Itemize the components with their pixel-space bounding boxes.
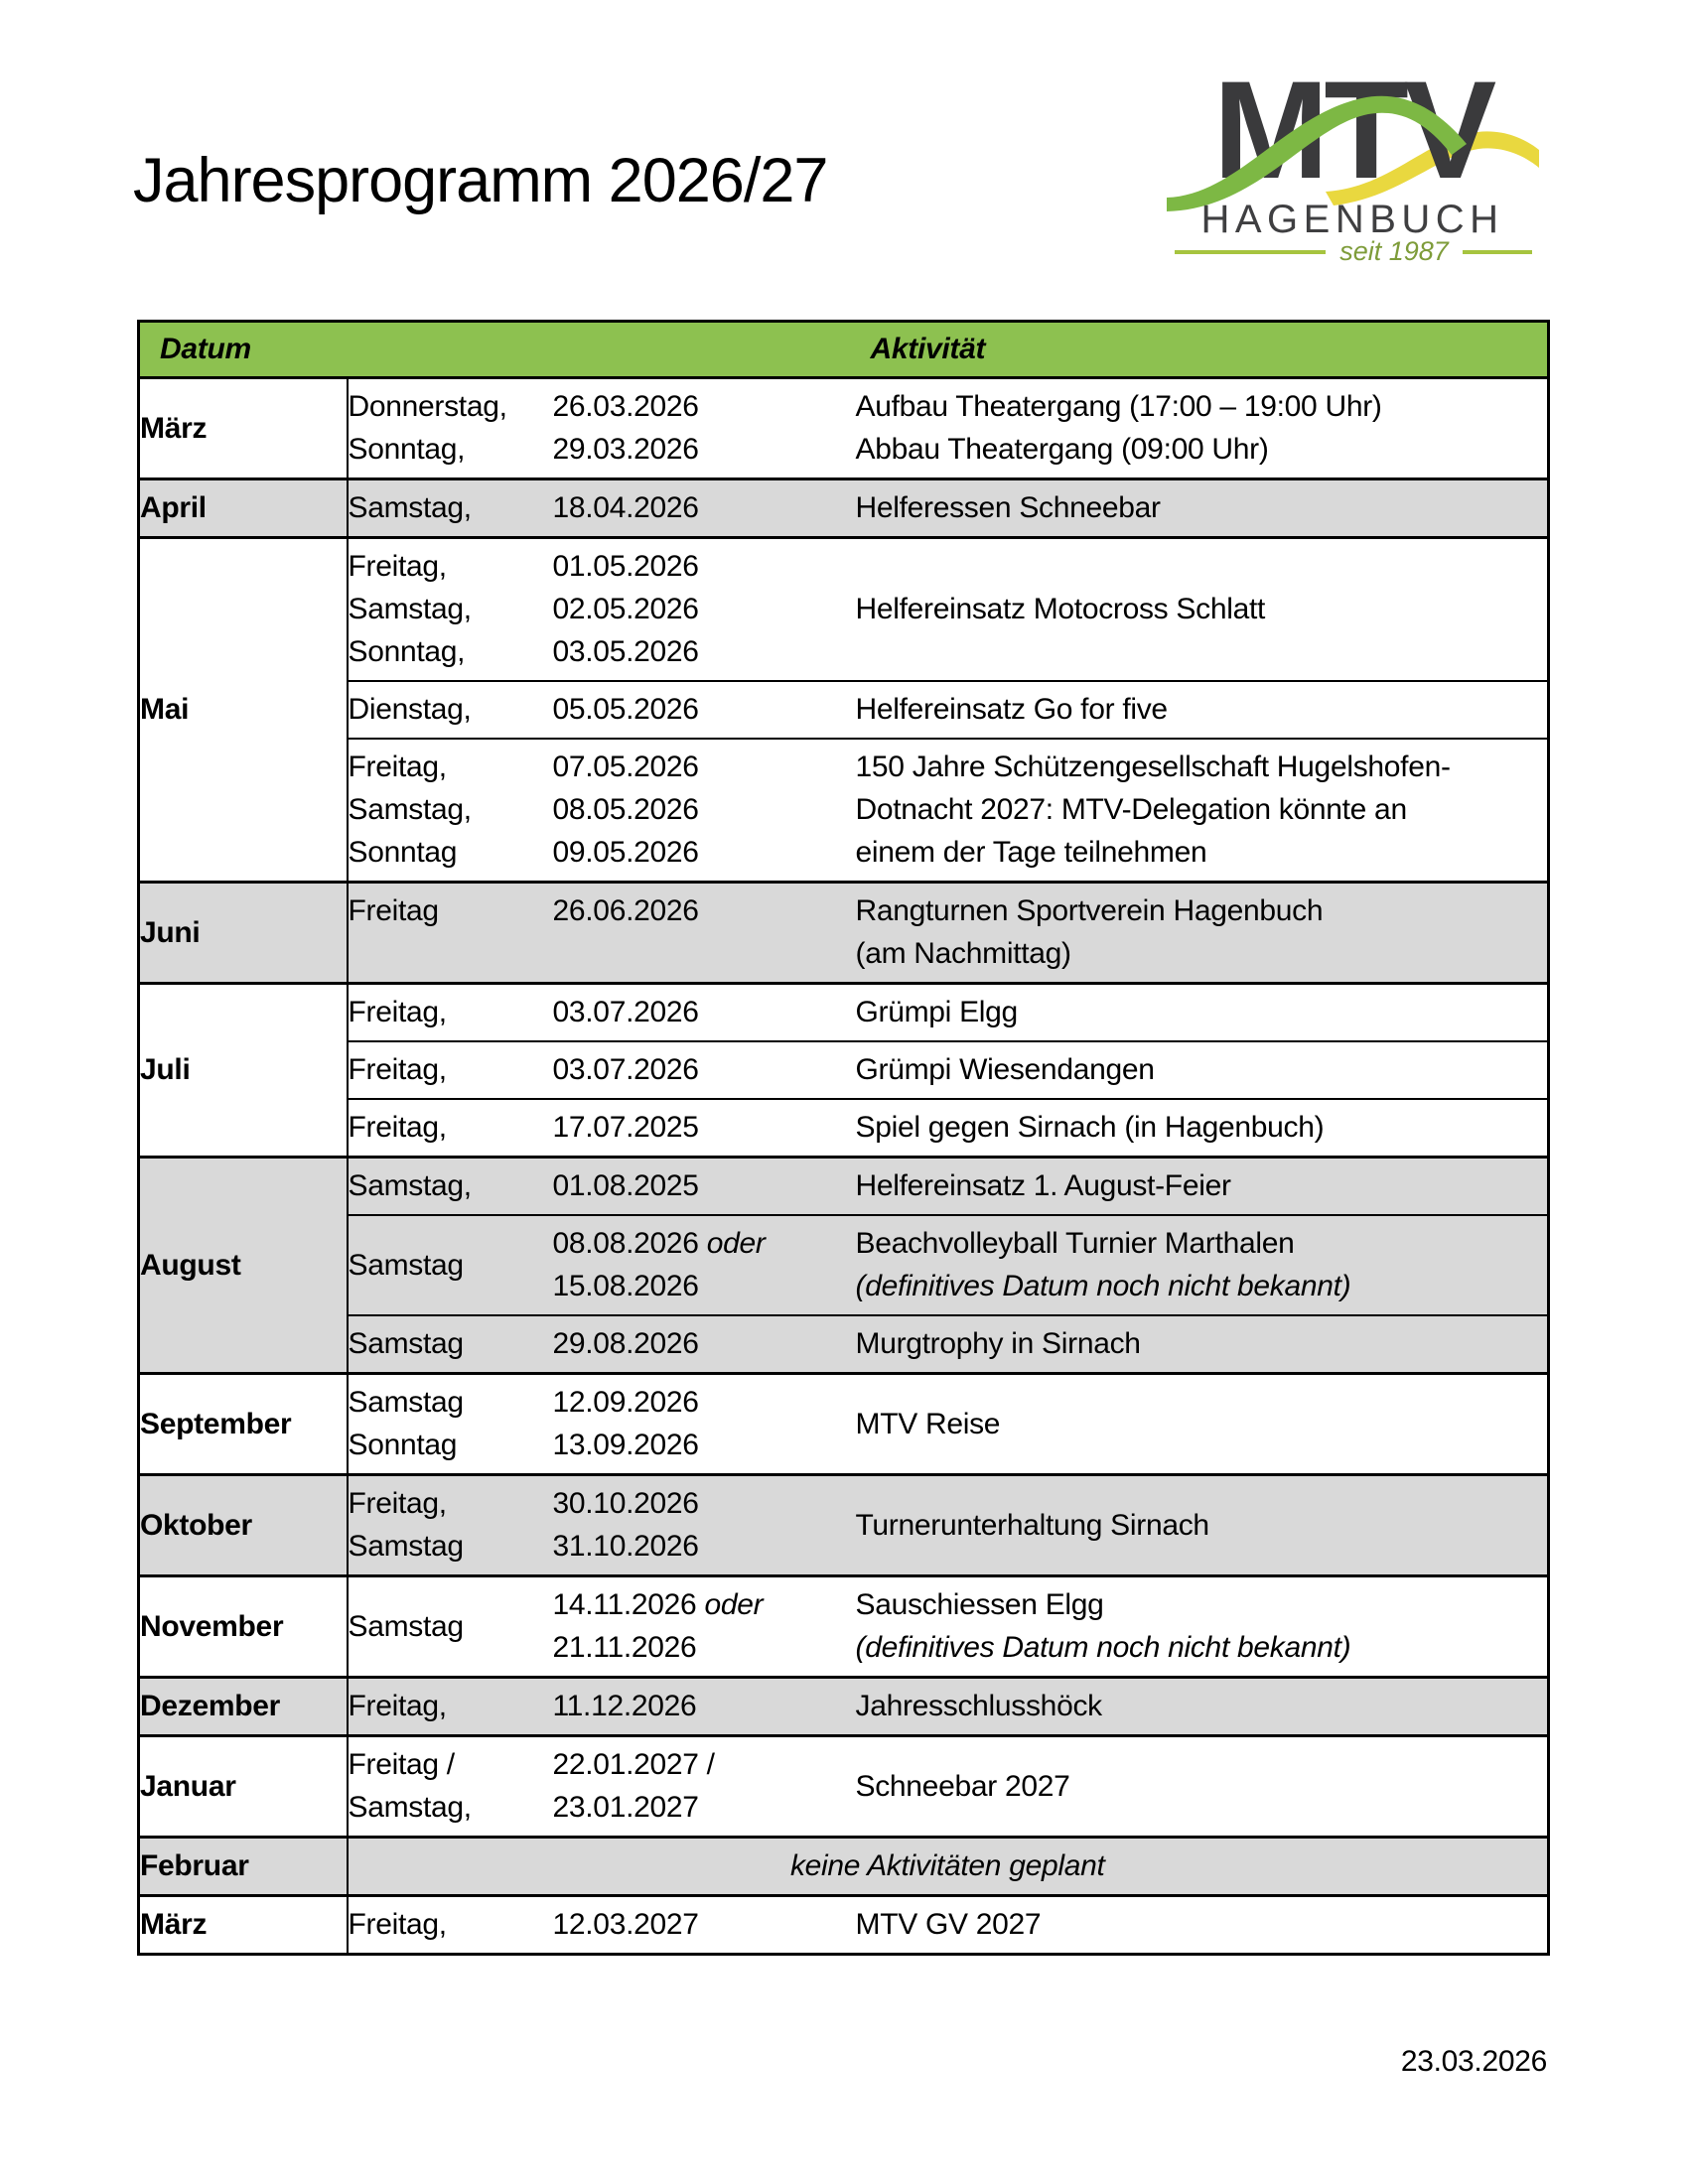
day-cell <box>348 378 553 479</box>
day-line: Donnerstag, <box>348 390 507 423</box>
day-line: Freitag, <box>348 550 447 583</box>
activity-line: Murgtrophy in Sirnach <box>855 1327 1141 1360</box>
table-row <box>139 1158 1549 1216</box>
activity-line: (definitives Datum noch nicht bekannt) <box>855 1631 1351 1664</box>
table-row <box>139 378 1549 479</box>
month-cell: Mai <box>139 538 348 883</box>
activity-line: Helferessen Schneebar <box>855 491 1161 524</box>
day-line: Freitag, <box>348 1908 447 1941</box>
table-row <box>139 984 1549 1042</box>
date-line: 05.05.2026 <box>552 693 699 726</box>
day-line: Freitag, <box>348 1111 447 1144</box>
table-row <box>139 1576 1549 1678</box>
activity-line: Spiel gegen Sirnach (in Hagenbuch) <box>855 1111 1325 1144</box>
header-spacer <box>553 322 856 378</box>
activity-cell <box>856 984 1549 1042</box>
table-row <box>139 1374 1549 1475</box>
day-cell <box>348 479 553 538</box>
table-row <box>139 681 1549 739</box>
table-row <box>139 1736 1549 1838</box>
date-line: 11.12.2026 <box>552 1690 697 1722</box>
activity-cell <box>856 1099 1549 1158</box>
table-row <box>139 1315 1549 1374</box>
date-line: 23.01.2027 <box>552 1791 699 1824</box>
activity-line: Jahresschlusshöck <box>855 1690 1102 1722</box>
activity-cell <box>856 681 1549 739</box>
date-line: 26.03.2026 <box>552 390 699 423</box>
day-line: Freitag, <box>348 1487 447 1520</box>
date-line: 26.06.2026 <box>552 894 699 927</box>
day-cell <box>348 1099 553 1158</box>
date-cell <box>553 378 856 479</box>
day-line: Sonntag <box>348 836 458 869</box>
mtv-hagenbuch-logo <box>1167 46 1539 266</box>
date-line: 29.08.2026 <box>552 1327 699 1360</box>
activity-line: Schneebar 2027 <box>855 1769 1070 1803</box>
activity-line: Grümpi Wiesendangen <box>855 1053 1155 1086</box>
day-cell <box>348 1158 553 1216</box>
day-cell <box>348 739 553 883</box>
date-cell <box>553 1041 856 1099</box>
day-line: Samstag, <box>348 491 472 524</box>
date-line: 21.11.2026 <box>552 1631 697 1664</box>
activity-line: (definitives Datum noch nicht bekannt) <box>855 1270 1351 1302</box>
date-line: 09.05.2026 <box>552 836 699 869</box>
date-line: 03.07.2026 <box>552 1053 699 1086</box>
month-cell: September <box>139 1374 348 1475</box>
table-row <box>139 479 1549 538</box>
month-cell: April <box>139 479 348 538</box>
month-cell: August <box>139 1158 348 1374</box>
date-cell <box>553 883 856 984</box>
month-cell: Januar <box>139 1736 348 1838</box>
header-spacer <box>348 322 553 378</box>
date-line: 12.09.2026 <box>552 1386 699 1419</box>
activity-cell <box>856 479 1549 538</box>
date-line: 08.05.2026 <box>552 793 699 826</box>
date-cell <box>553 1736 856 1838</box>
logo-subtitle: HAGENBUCH <box>1200 198 1504 241</box>
day-line: Samstag, <box>348 593 472 625</box>
day-line: Dienstag, <box>348 693 472 726</box>
date-cell <box>553 1896 856 1955</box>
activity-cell <box>856 1736 1549 1838</box>
month-cell: November <box>139 1576 348 1678</box>
table-row <box>139 538 1549 682</box>
activity-cell <box>856 1374 1549 1475</box>
logo-tagline: seit 1987 <box>1339 236 1449 266</box>
day-cell <box>348 681 553 739</box>
activity-line: Abbau Theatergang (09:00 Uhr) <box>855 433 1269 466</box>
table-row <box>139 1099 1549 1158</box>
day-line: Freitag, <box>348 996 447 1028</box>
day-cell <box>348 538 553 682</box>
day-line <box>349 932 553 975</box>
date-cell <box>553 1215 856 1315</box>
day-cell <box>348 1215 553 1315</box>
activity-cell <box>856 1315 1549 1374</box>
date-line: 08.08.2026 oder <box>552 1227 766 1260</box>
activity-line: MTV Reise <box>855 1407 1001 1440</box>
day-cell <box>348 1896 553 1955</box>
date-line: 22.01.2027 / <box>552 1748 715 1781</box>
table-row <box>139 1215 1549 1315</box>
activity-line: einem der Tage teilnehmen <box>855 836 1207 869</box>
activity-cell <box>856 1896 1549 1955</box>
day-line: Samstag <box>348 1327 464 1360</box>
activity-line: Helfereinsatz Motocross Schlatt <box>855 593 1266 625</box>
revision-date: 23.03.2026 <box>1400 2045 1547 2078</box>
day-line: Samstag, <box>348 793 472 826</box>
day-line: Sonntag, <box>348 635 466 668</box>
day-cell <box>348 1678 553 1736</box>
day-line: Samstag <box>348 1386 464 1419</box>
date-line: 03.05.2026 <box>552 635 699 668</box>
activity-cell <box>856 1158 1549 1216</box>
table-row <box>139 1475 1549 1576</box>
table-row <box>139 1896 1549 1955</box>
day-line: Freitag, <box>348 1053 447 1086</box>
activity-line: (am Nachmittag) <box>855 937 1071 970</box>
activity-line: Sauschiessen Elgg <box>855 1588 1104 1621</box>
date-cell <box>553 1678 856 1736</box>
day-line: Samstag <box>348 1530 464 1563</box>
activity-cell <box>856 1576 1549 1678</box>
activity-cell <box>856 1475 1549 1576</box>
date-cell <box>553 479 856 538</box>
day-cell <box>348 1315 553 1374</box>
day-line: Freitag / <box>348 1748 455 1781</box>
day-cell <box>348 1475 553 1576</box>
header-datum: Datum <box>139 322 348 378</box>
day-cell <box>348 1374 553 1475</box>
date-line: 02.05.2026 <box>552 593 699 625</box>
day-line: Freitag, <box>348 1690 447 1722</box>
schedule-body <box>139 378 1549 1955</box>
activity-line: Grümpi Elgg <box>855 996 1018 1028</box>
activity-cell <box>856 1215 1549 1315</box>
day-cell <box>348 1041 553 1099</box>
day-line: Samstag <box>348 1609 464 1643</box>
day-line: Samstag <box>348 1248 464 1282</box>
month-cell: Juli <box>139 984 348 1158</box>
table-row <box>139 1838 1549 1896</box>
day-line: Freitag <box>348 894 439 927</box>
date-cell <box>553 1315 856 1374</box>
date-line: 15.08.2026 <box>552 1270 699 1302</box>
day-line: Sonntag, <box>348 433 466 466</box>
date-cell <box>553 681 856 739</box>
date-line: 31.10.2026 <box>552 1530 699 1563</box>
date-cell <box>553 1374 856 1475</box>
date-cell <box>553 538 856 682</box>
activity-line: Helfereinsatz 1. August-Feier <box>855 1169 1231 1202</box>
activity-line: Aufbau Theatergang (17:00 – 19:00 Uhr) <box>855 390 1382 423</box>
date-cell <box>553 739 856 883</box>
table-row <box>139 739 1549 883</box>
note-text: keine Aktivitäten geplant <box>789 1849 1105 1882</box>
date-line: 17.07.2025 <box>552 1111 699 1144</box>
header-aktivitaet: Aktivität <box>856 322 1549 378</box>
month-cell: Oktober <box>139 1475 348 1576</box>
activity-line: Beachvolleyball Turnier Marthalen <box>855 1227 1295 1260</box>
table-row <box>139 1041 1549 1099</box>
table-row <box>139 1678 1549 1736</box>
date-cell <box>553 1158 856 1216</box>
merged-note-cell <box>348 1838 1549 1896</box>
month-cell: Februar <box>139 1838 348 1896</box>
activity-line: Helfereinsatz Go for five <box>855 693 1168 726</box>
page-title: Jahresprogramm 2026/27 <box>133 146 828 215</box>
month-cell: Dezember <box>139 1678 348 1736</box>
schedule-table <box>137 320 1550 1956</box>
activity-cell <box>856 378 1549 479</box>
activity-cell <box>856 883 1549 984</box>
date-line: 07.05.2026 <box>552 751 699 783</box>
date-line: 12.03.2027 <box>552 1908 699 1941</box>
day-cell <box>348 1576 553 1678</box>
date-line: 03.07.2026 <box>552 996 699 1028</box>
date-cell <box>553 1576 856 1678</box>
activity-line: 150 Jahre Schützengesellschaft Hugelshofen- <box>855 751 1451 783</box>
date-line: 14.11.2026 oder <box>552 1588 764 1621</box>
activity-cell <box>856 1041 1549 1099</box>
day-line: Samstag, <box>348 1791 472 1824</box>
table-row <box>139 883 1549 984</box>
date-cell <box>553 984 856 1042</box>
activity-line: Turnerunterhaltung Sirnach <box>855 1508 1209 1542</box>
day-cell <box>348 883 553 984</box>
activity-cell <box>856 538 1549 682</box>
activity-cell <box>856 739 1549 883</box>
date-line: 13.09.2026 <box>552 1429 699 1461</box>
date-line: 01.05.2026 <box>552 550 699 583</box>
day-line: Sonntag <box>348 1429 458 1461</box>
date-line: 29.03.2026 <box>552 433 699 466</box>
date-line: 01.08.2025 <box>552 1169 699 1202</box>
date-cell <box>553 1099 856 1158</box>
table-header-row <box>139 322 1549 378</box>
day-line: Samstag, <box>348 1169 472 1202</box>
day-line: Freitag, <box>348 751 447 783</box>
logo-letters: MTV <box>1212 52 1492 207</box>
activity-cell <box>856 1678 1549 1736</box>
month-cell: Juni <box>139 883 348 984</box>
activity-line: MTV GV 2027 <box>855 1908 1042 1941</box>
day-cell <box>348 984 553 1042</box>
date-line <box>553 932 856 975</box>
activity-line: Dotnacht 2027: MTV-Delegation könnte an <box>855 793 1407 826</box>
day-cell <box>348 1736 553 1838</box>
activity-line: Rangturnen Sportverein Hagenbuch <box>855 894 1324 927</box>
month-cell: März <box>139 378 348 479</box>
date-cell <box>553 1475 856 1576</box>
date-line: 18.04.2026 <box>552 491 699 524</box>
date-line: 30.10.2026 <box>552 1487 699 1520</box>
month-cell: März <box>139 1896 348 1955</box>
